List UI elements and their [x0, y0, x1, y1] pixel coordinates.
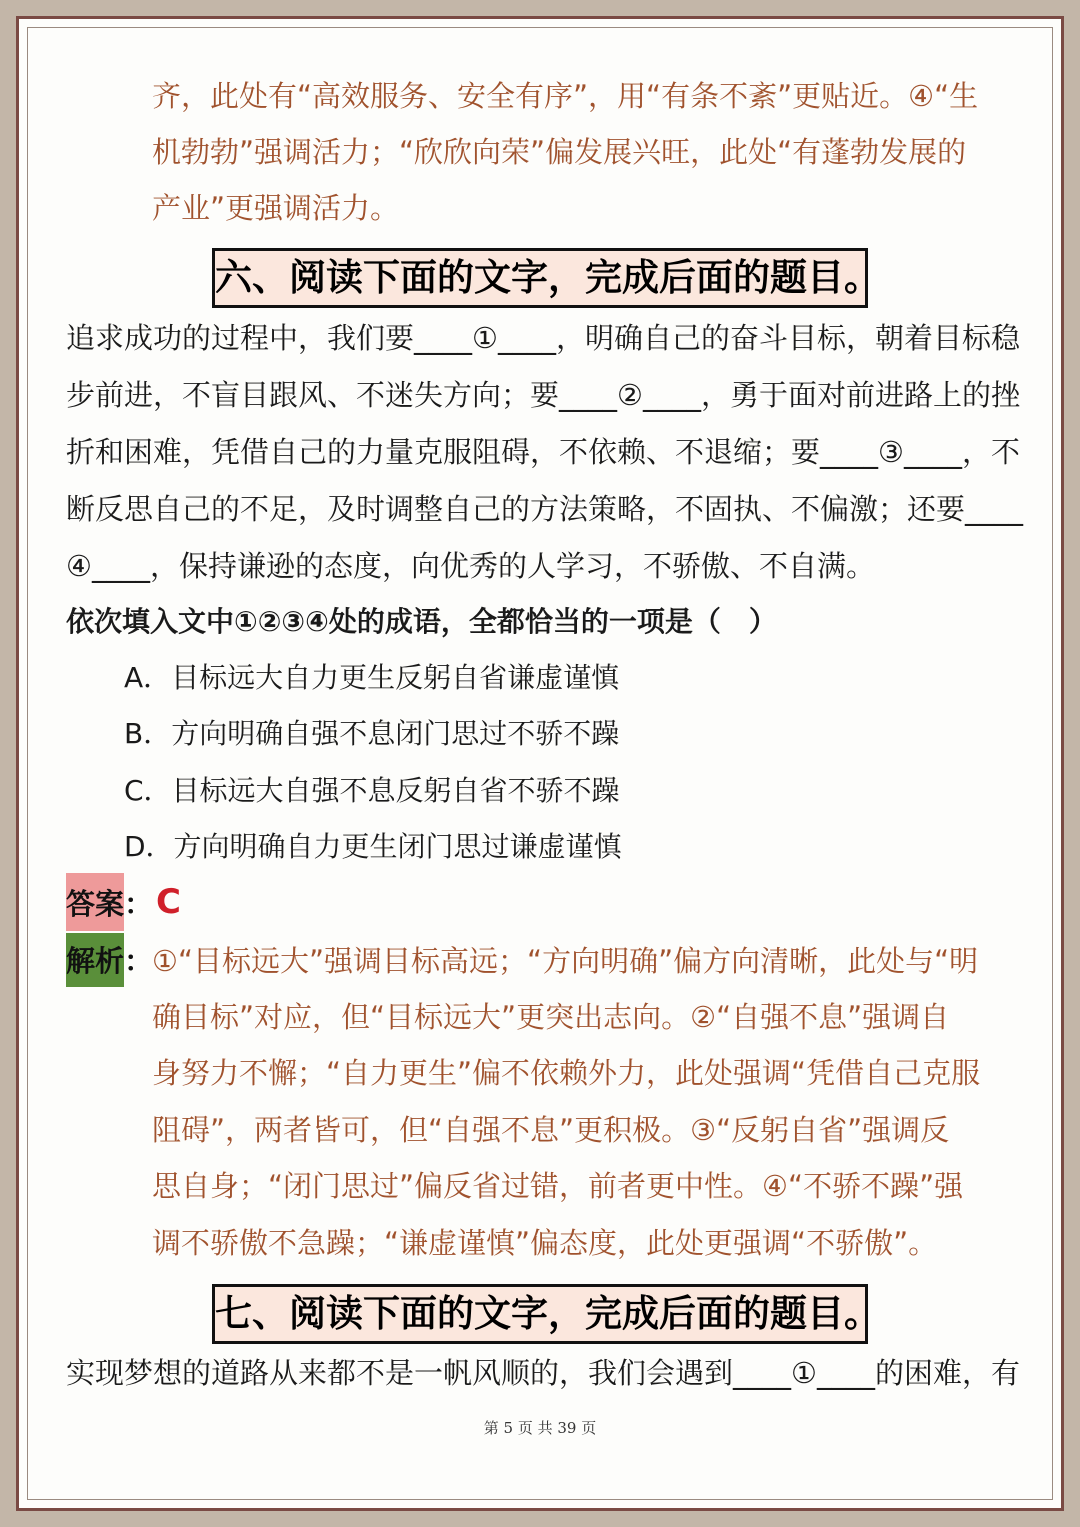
- passage-line-2: 步前进，不盲目跟风、不迷失方向；要____②____，勇于面对前进路上的挫: [66, 378, 1020, 412]
- section-7-title: 七、阅读下面的文字，完成后面的题目。: [212, 1284, 868, 1344]
- analysis-line-6: 调不骄傲不急躁；“谦虚谨慎”偏态度，此处更强调“不骄傲”。: [152, 1226, 938, 1260]
- option-d: D．方向明确自力更生闭门思过谦虚谨慎: [124, 830, 622, 863]
- answer-value: C: [156, 882, 181, 922]
- analysis-line-5: 思自身；“闭门思过”偏反省过错，前者更中性。④“不骄不躁”强: [152, 1169, 964, 1203]
- continuation-line-2: 机勃勃”强调活力；“欣欣向荣”偏发展兴旺，此处“有蓬勃发展的: [152, 135, 967, 169]
- passage-line-4: 断反思自己的不足，及时调整自己的方法策略，不固执、不偏激；还要____: [66, 492, 1024, 526]
- option-c: C．目标远大自强不息反躬自省不骄不躁: [124, 774, 620, 807]
- passage-line-1: 追求成功的过程中，我们要____①____，明确自己的奋斗目标，朝着目标稳: [66, 321, 1020, 355]
- analysis-label: 解析：: [66, 944, 154, 978]
- passage-line-3: 折和困难，凭借自己的力量克服阻碍，不依赖、不退缩；要____③____，不: [66, 435, 1020, 469]
- section-7-passage-line-1: 实现梦想的道路从来都不是一帆风顺的，我们会遇到____①____的困难，有: [66, 1356, 1020, 1390]
- page-number-footer: 第 5 页 共 39 页: [483, 1419, 597, 1437]
- continuation-line-3: 产业”更强调活力。: [152, 191, 400, 225]
- section-6-title: 六、阅读下面的文字，完成后面的题目。: [212, 248, 868, 308]
- option-b: B．方向明确自强不息闭门思过不骄不躁: [124, 717, 620, 750]
- answer-label: 答案：: [66, 887, 154, 921]
- analysis-line-1: ①“目标远大”强调目标高远；“方向明确”偏方向清晰，此处与“明: [152, 944, 979, 978]
- analysis-line-3: 身努力不懈；“自力更生”偏不依赖外力，此处强调“凭借自己克服: [152, 1056, 981, 1090]
- analysis-line-4: 阻碍”，两者皆可，但“自强不息”更积极。③“反躬自省”强调反: [152, 1113, 950, 1147]
- analysis-line-2: 确目标”对应，但“目标远大”更突出志向。②“自强不息”强调自: [152, 1000, 950, 1034]
- question-text: 依次填入文中①②③④处的成语，全都恰当的一项是（ ）: [66, 605, 777, 638]
- passage-line-5: ④____，保持谦逊的态度，向优秀的人学习，不骄傲、不自满。: [66, 549, 875, 583]
- continuation-line-1: 齐，此处有“高效服务、安全有序”，用“有条不紊”更贴近。④“生: [152, 79, 979, 113]
- option-a: A．目标远大自力更生反躬自省谦虚谨慎: [124, 661, 620, 694]
